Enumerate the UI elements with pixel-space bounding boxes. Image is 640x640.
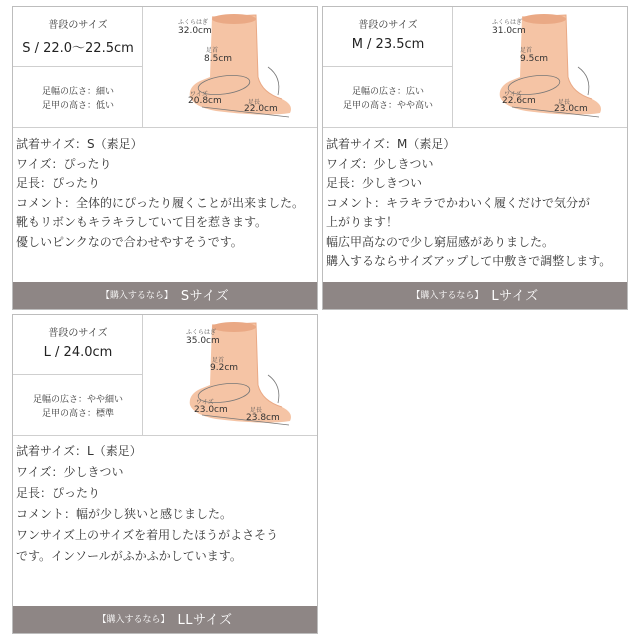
- instep-value: 9.2cm: [210, 363, 239, 373]
- card-header: [13, 315, 317, 436]
- wise-label: ワイズ: [190, 91, 208, 98]
- usual-size-value: L / 24.0cm: [43, 345, 113, 360]
- review-line: ワイズ：少しきつい: [326, 156, 434, 171]
- review-line: 足長：ぴったり: [16, 486, 101, 500]
- review-line: 足長：ぴったり: [16, 176, 101, 190]
- review-line: ワイズ：少しきつい: [16, 465, 124, 479]
- length-value: 22.0cm: [244, 104, 278, 114]
- foot-diagram: [144, 315, 317, 436]
- wise-value: 22.6cm: [502, 96, 536, 106]
- usual-size-value: S / 22.0〜22.5cm: [22, 41, 134, 56]
- review-line: 幅広甲高なので少し窮屈感がありました。: [326, 234, 555, 249]
- usual-size-box: [13, 315, 143, 375]
- review-text: [326, 135, 625, 272]
- buy-prefix: 【購入するなら】: [411, 291, 484, 301]
- usual-size-box: [323, 7, 453, 67]
- review-line: 上がります！: [326, 215, 399, 229]
- wise-value: 23.0cm: [194, 405, 228, 415]
- review-line: 靴もリボンもキラキラしていて目を惹きます。: [16, 215, 268, 229]
- card-header: [13, 7, 317, 128]
- size-info-column: [13, 7, 143, 128]
- recommended-size-bar: [13, 606, 317, 633]
- size-card-m: [322, 6, 628, 310]
- instep-height-text: 足甲の高さ：低い: [41, 101, 114, 111]
- review-line: ワンサイズ上のサイズを着用したほうがよさそう: [16, 528, 279, 542]
- buy-prefix: 【購入するなら】: [100, 291, 173, 301]
- review-line: 試着サイズ：M（素足）: [326, 137, 456, 151]
- length-value: 23.0cm: [554, 104, 588, 114]
- wise-label: ワイズ: [196, 399, 214, 406]
- review-line: です。インソールがふかふかしています。: [16, 549, 242, 563]
- review-line: 足長：少しきつい: [326, 176, 423, 190]
- calf-value: 32.0cm: [178, 26, 212, 36]
- foot-width-text: 足幅の広さ：細い: [41, 87, 114, 97]
- review-line: コメント：全体的にぴったり履くことが出来ました。: [16, 195, 305, 210]
- calf-label: ふくらはぎ: [178, 19, 209, 26]
- foot-diagram: [454, 7, 627, 128]
- card-header: [323, 7, 627, 128]
- review-line: 購入するならサイズアップして中敷きで調整します。: [326, 254, 612, 268]
- instep-value: 9.5cm: [520, 54, 549, 64]
- size-card-l: [12, 314, 318, 634]
- review-line: コメント：幅が少し狭いと感じました。: [16, 507, 233, 521]
- foot-illustration: [454, 7, 628, 128]
- foot-width-text: 足幅の広さ：広い: [351, 87, 424, 97]
- instep-height-text: 足甲の高さ：やや高い: [342, 101, 433, 111]
- instep-label: 足首: [206, 47, 219, 54]
- calf-label: ふくらはぎ: [492, 19, 523, 26]
- calf-label: ふくらはぎ: [186, 329, 217, 336]
- size-info-column: [13, 315, 143, 436]
- foot-shape-box: [13, 376, 143, 436]
- recommended-size-bar: [323, 282, 627, 309]
- foot-width-text: 足幅の広さ：やや細い: [32, 395, 123, 405]
- review-text: [16, 135, 315, 252]
- wise-label: ワイズ: [504, 91, 522, 98]
- review-text: [16, 441, 315, 567]
- review-line: 試着サイズ：L（素足）: [16, 444, 142, 458]
- review-line: 試着サイズ：S（素足）: [16, 137, 143, 151]
- review-line: ワイズ：ぴったり: [16, 156, 112, 171]
- size-info-column: [323, 7, 453, 128]
- foot-diagram: [144, 7, 317, 128]
- usual-size-label: 普段のサイズ: [48, 20, 108, 31]
- length-label: 足長: [558, 99, 571, 106]
- recommended-size: LLサイズ: [177, 613, 233, 628]
- wise-value: 20.8cm: [188, 96, 222, 106]
- usual-size-label: 普段のサイズ: [48, 328, 108, 339]
- recommended-size-bar: [13, 282, 317, 309]
- usual-size-label: 普段のサイズ: [358, 20, 418, 31]
- calf-value: 31.0cm: [492, 26, 526, 36]
- instep-label: 足首: [520, 47, 533, 54]
- instep-height-text: 足甲の高さ：標準: [41, 409, 114, 419]
- size-card-s: [12, 6, 318, 310]
- instep-label: 足首: [212, 357, 225, 364]
- length-label: 足長: [250, 407, 263, 414]
- review-line: 優しいピンクなので合わせやすそうです。: [16, 234, 243, 249]
- usual-size-box: [13, 7, 143, 67]
- length-label: 足長: [248, 99, 261, 106]
- calf-value: 35.0cm: [186, 336, 220, 346]
- usual-size-value: M / 23.5cm: [351, 37, 425, 52]
- foot-shape-box: [323, 68, 453, 128]
- instep-value: 8.5cm: [204, 54, 233, 64]
- review-line: コメント：キラキラでかわいく履くだけで気分が: [326, 195, 591, 210]
- recommended-size: Lサイズ: [491, 289, 539, 304]
- buy-prefix: 【購入するなら】: [97, 615, 170, 625]
- recommended-size: Sサイズ: [180, 289, 230, 304]
- foot-shape-box: [13, 68, 143, 128]
- length-value: 23.8cm: [246, 413, 280, 423]
- foot-illustration: [144, 7, 318, 128]
- foot-illustration: [144, 315, 318, 436]
